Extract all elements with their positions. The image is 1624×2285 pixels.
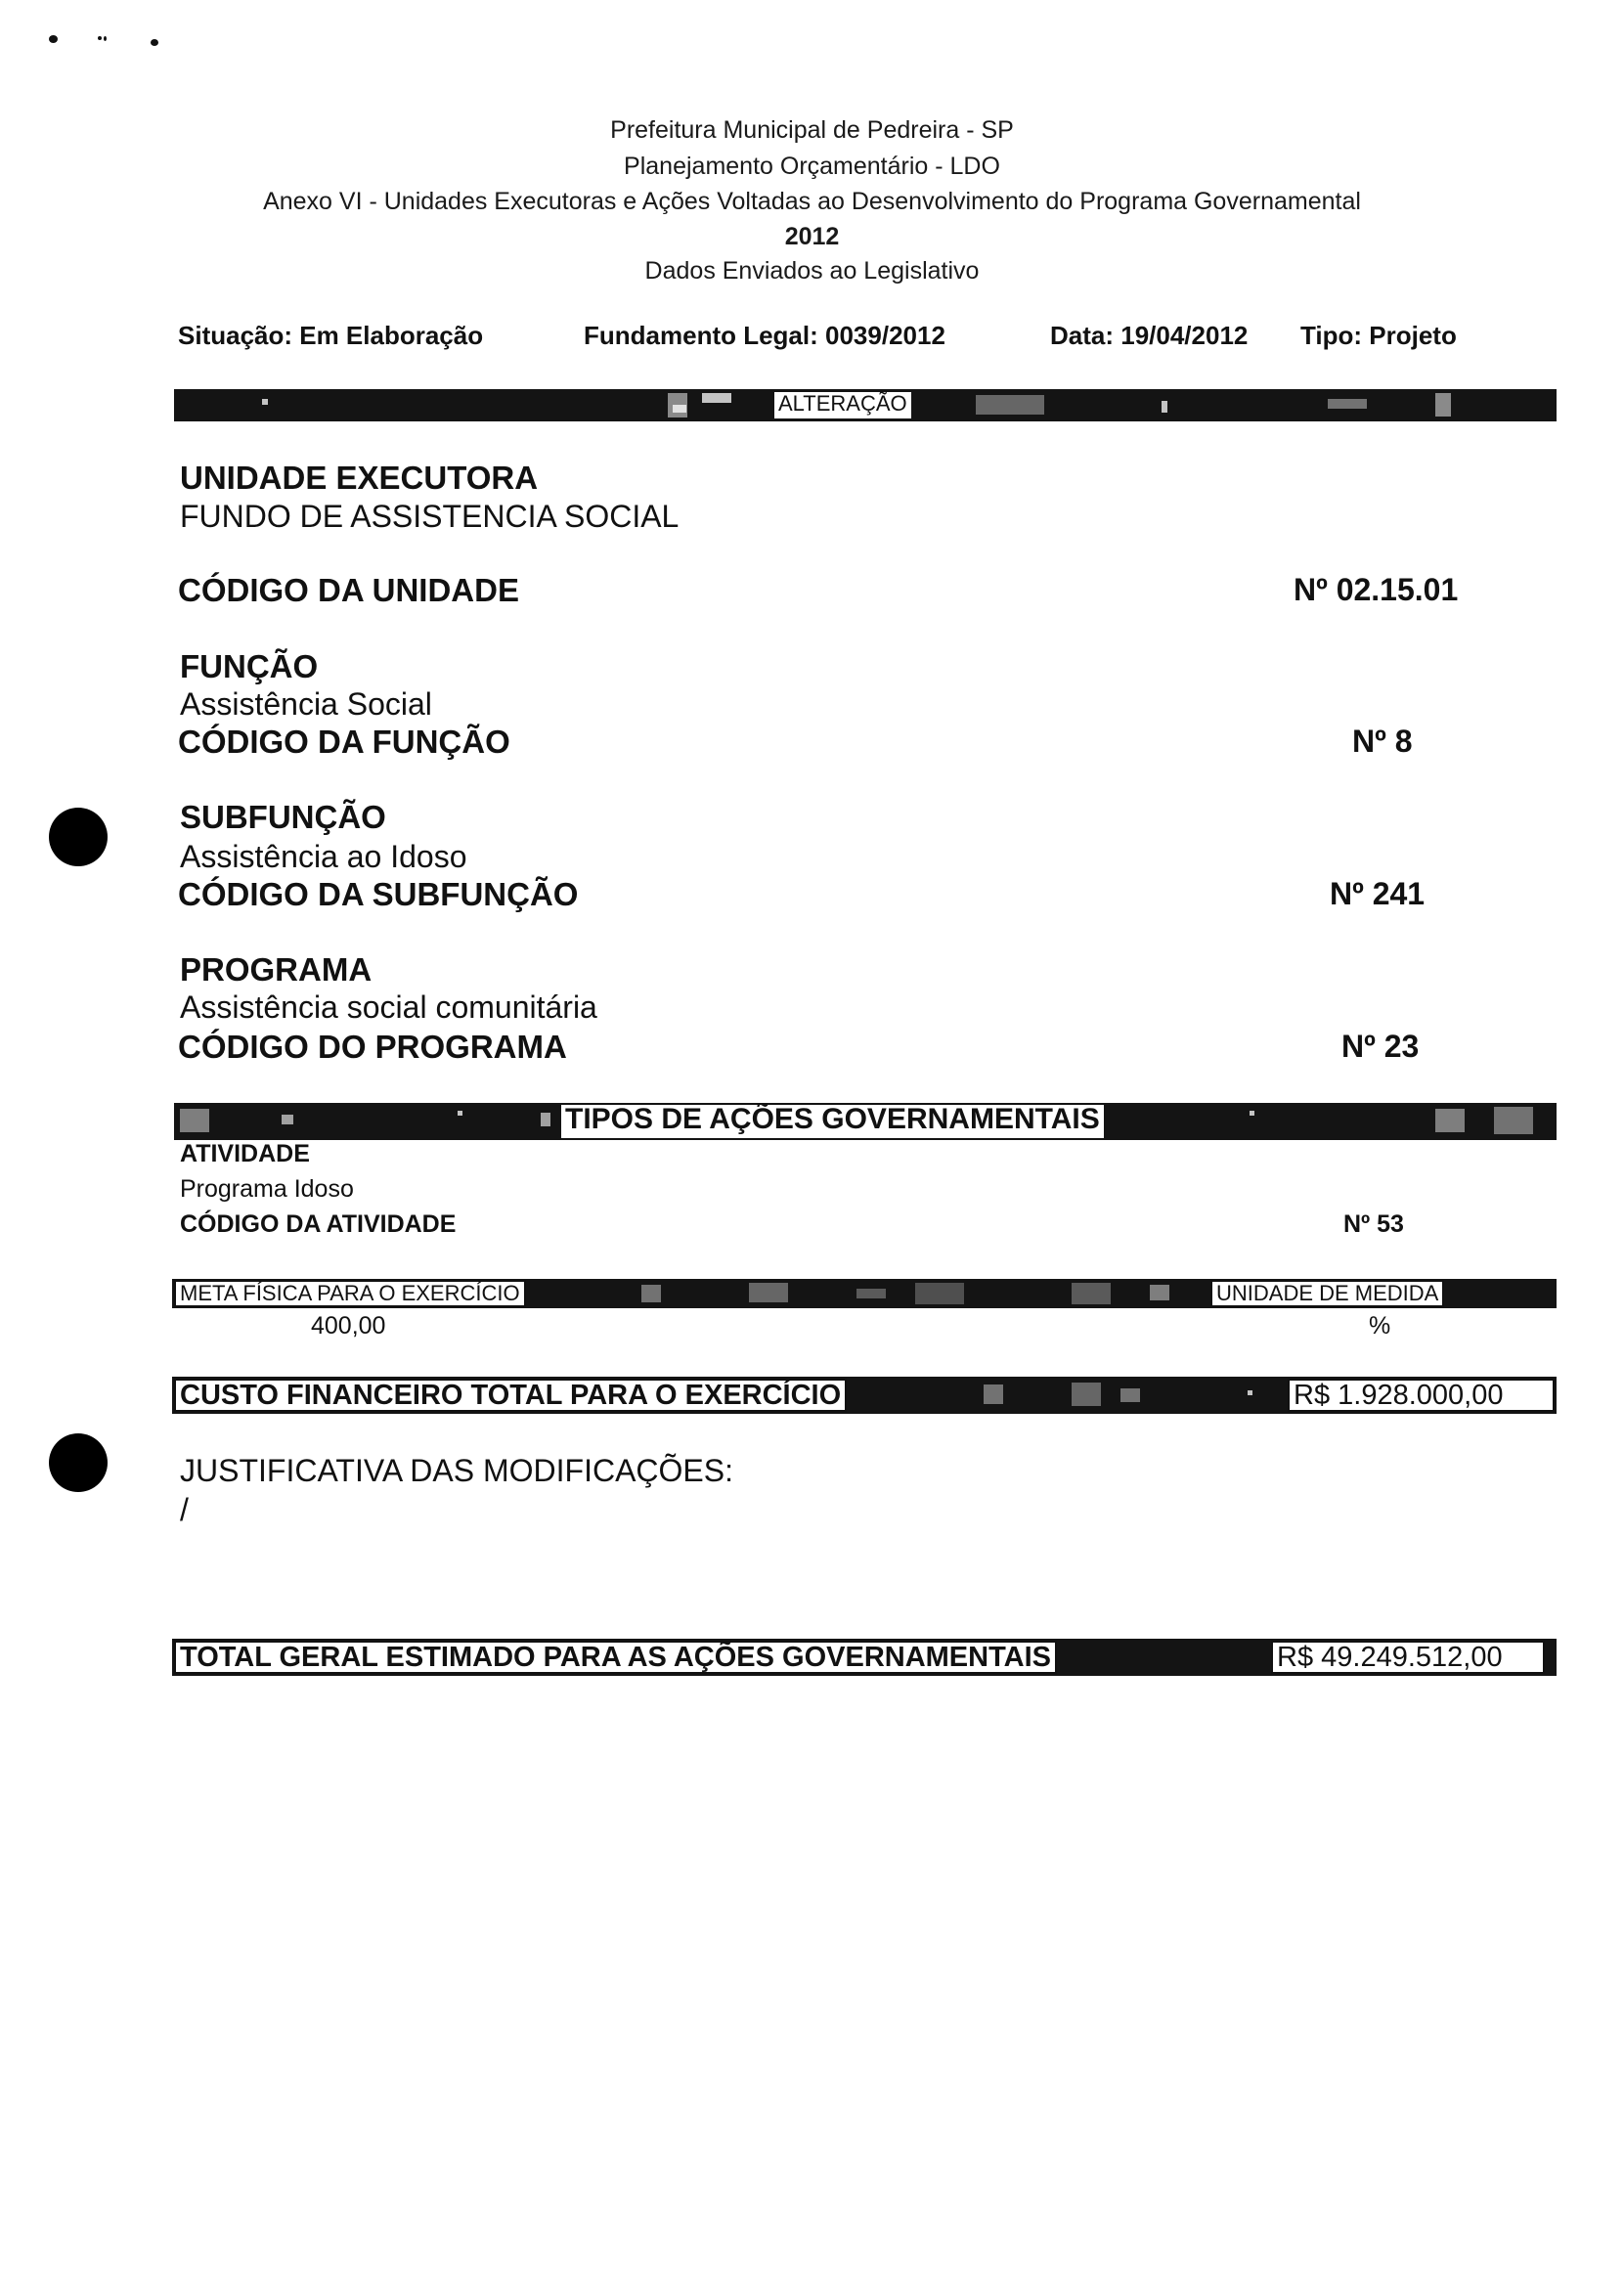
unidade-executora-label: UNIDADE EXECUTORA	[180, 460, 539, 496]
scan-speck	[104, 36, 107, 41]
scan-noise	[262, 399, 268, 405]
scan-noise	[702, 393, 731, 403]
unidade-medida-label: UNIDADE DE MEDIDA	[1210, 1280, 1444, 1307]
scan-noise	[1248, 1390, 1252, 1395]
custo-financeiro-label: CUSTO FINANCEIRO TOTAL PARA O EXERCÍCIO	[174, 1379, 847, 1412]
meta-fundamento: Fundamento Legal: 0039/2012	[584, 321, 945, 350]
scan-speck	[49, 35, 58, 43]
justificativa-label: JUSTIFICATIVA DAS MODIFICAÇÕES:	[180, 1453, 733, 1488]
scan-noise	[1162, 401, 1167, 413]
codigo-funcao-value: Nº 8	[1352, 724, 1413, 759]
total-geral-label: TOTAL GERAL ESTIMADO PARA AS AÇÕES GOVERNAMENTAIS	[174, 1641, 1057, 1674]
programa-value: Assistência social comunitária	[180, 989, 597, 1025]
scan-noise	[1120, 1388, 1140, 1402]
codigo-subfuncao-label: CÓDIGO DA SUBFUNÇÃO	[178, 876, 579, 912]
scan-speck	[151, 39, 158, 46]
header-annex: Anexo VI - Unidades Executoras e Ações Voltadas ao Desenvolvimento do Programa Governamental	[263, 188, 1361, 215]
subfuncao-value: Assistência ao Idoso	[180, 839, 467, 874]
meta-fisica-bar	[172, 1279, 1557, 1308]
codigo-unidade-label: CÓDIGO DA UNIDADE	[178, 572, 519, 608]
punch-hole	[49, 1433, 108, 1492]
funcao-label: FUNÇÃO	[180, 648, 319, 684]
scan-noise	[458, 1111, 462, 1116]
header-planning: Planejamento Orçamentário - LDO	[624, 153, 1000, 180]
codigo-unidade-value: Nº 02.15.01	[1294, 572, 1459, 607]
funcao-value: Assistência Social	[180, 686, 432, 722]
programa-label: PROGRAMA	[180, 951, 373, 988]
header-status: Dados Enviados ao Legislativo	[644, 257, 980, 285]
scan-noise	[1150, 1285, 1169, 1300]
header-municipality: Prefeitura Municipal de Pedreira - SP	[610, 116, 1014, 144]
codigo-programa-label: CÓDIGO DO PROGRAMA	[178, 1029, 567, 1065]
scan-noise	[1072, 1383, 1101, 1406]
codigo-atividade-label: CÓDIGO DA ATIVIDADE	[180, 1210, 457, 1238]
unidade-executora-value: FUNDO DE ASSISTENCIA SOCIAL	[180, 499, 680, 534]
scan-noise	[749, 1283, 788, 1302]
custo-financeiro-bar	[172, 1377, 1557, 1414]
meta-situacao: Situação: Em Elaboração	[178, 321, 484, 350]
scan-noise	[1328, 399, 1367, 409]
meta-fisica-unit: %	[1369, 1312, 1391, 1340]
scan-noise	[1435, 1109, 1465, 1132]
total-geral-bar	[172, 1639, 1557, 1676]
codigo-programa-value: Nº 23	[1341, 1029, 1420, 1064]
custo-financeiro-value: R$ 1.928.000,00	[1288, 1379, 1555, 1412]
codigo-atividade-value: Nº 53	[1343, 1210, 1404, 1238]
tipos-acoes-bar	[174, 1103, 1557, 1140]
scan-noise	[976, 395, 1044, 415]
scan-speck	[98, 36, 102, 40]
scan-noise	[984, 1384, 1003, 1404]
scan-noise	[1494, 1107, 1533, 1134]
tipos-acoes-label: TIPOS DE AÇÕES GOVERNAMENTAIS	[561, 1105, 1104, 1138]
scan-noise	[1435, 393, 1451, 417]
scan-noise	[541, 1113, 550, 1126]
meta-tipo: Tipo: Projeto	[1300, 321, 1457, 350]
alteracao-bar	[174, 389, 1557, 421]
scan-noise	[641, 1285, 661, 1302]
meta-fisica-value: 400,00	[311, 1312, 386, 1340]
scan-noise	[282, 1115, 293, 1124]
scan-noise	[915, 1283, 964, 1304]
scan-noise	[1072, 1283, 1111, 1304]
justificativa-value: /	[180, 1492, 189, 1527]
codigo-subfuncao-value: Nº 241	[1330, 876, 1426, 911]
header-year: 2012	[784, 223, 840, 250]
scan-noise	[180, 1109, 209, 1132]
meta-fisica-label: META FÍSICA PARA O EXERCÍCIO	[174, 1280, 526, 1307]
scan-noise	[1250, 1111, 1254, 1116]
codigo-funcao-label: CÓDIGO DA FUNÇÃO	[178, 724, 510, 760]
total-geral-value: R$ 49.249.512,00	[1271, 1641, 1545, 1674]
scan-noise	[668, 393, 687, 417]
atividade-value: Programa Idoso	[180, 1175, 354, 1203]
atividade-label: ATIVIDADE	[180, 1140, 310, 1167]
scan-noise	[856, 1289, 886, 1298]
meta-data: Data: 19/04/2012	[1050, 321, 1249, 350]
punch-hole	[49, 808, 108, 866]
alteracao-label: ALTERAÇÃO	[774, 392, 911, 418]
subfuncao-label: SUBFUNÇÃO	[180, 799, 386, 835]
